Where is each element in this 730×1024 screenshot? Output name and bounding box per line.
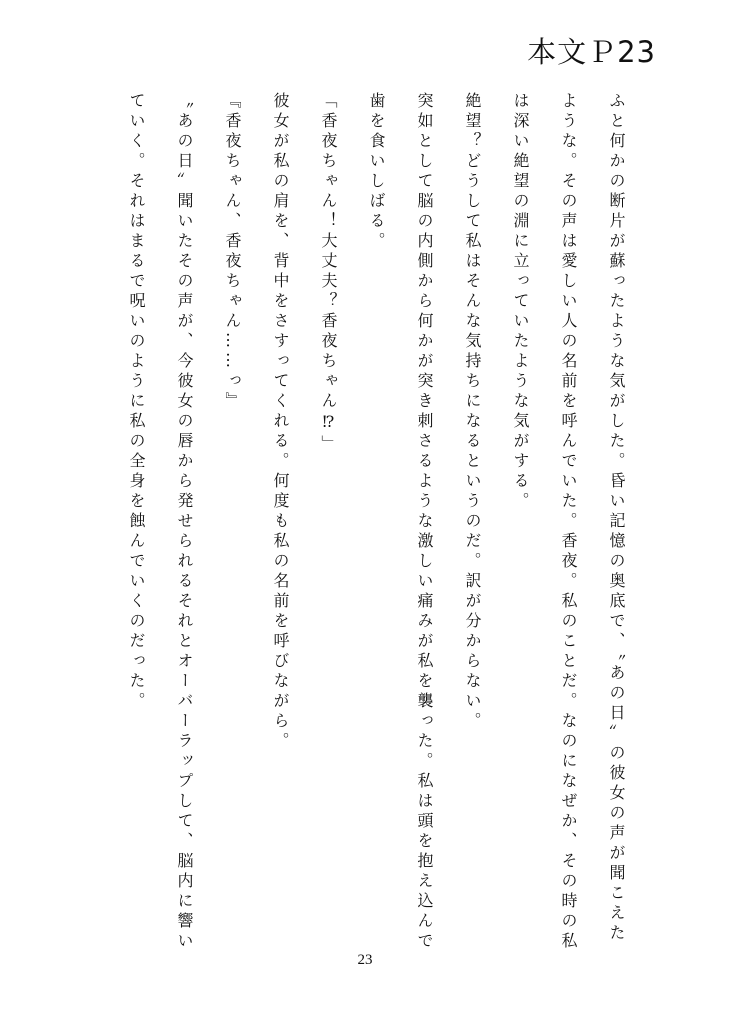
paragraph: 彼女が私の肩を、背中をさすってくれる。何度も私の名前を呼びながら。 — [271, 92, 290, 752]
paragraph: 『香夜ちゃん、香夜ちゃん……っ』 — [223, 92, 242, 412]
page-title: 本文Ｐ23 — [527, 35, 656, 69]
page-number: 23 — [357, 952, 373, 968]
paragraph: ふと何かの断片が蘇ったような気がした。昏い記憶の奥底で、〝あの日〟の彼女の声が聞こえたような。その声は愛しい人の名前を呼んでいた。香夜。私のことだ。なのになぜか、その時の私は深い絶望の淵に立っていたような気がする。 — [511, 92, 626, 952]
paragraph: 絶望？どうして私はそんな気持ちになるというのだ。訳が分からない。 — [463, 92, 482, 732]
paragraph: 「香夜ちゃん！大丈夫？香夜ちゃん⁉」 — [319, 92, 338, 455]
paragraph: 突如として脳の内側から何かが突き刺さるような激しい痛みが私を襲った。私は頭を抱え込んで歯を食いしばる。 — [367, 92, 434, 952]
paragraph: 〝あの日〟聞いたその声が、今彼女の唇から発せられるそれとオーバーラップして、脳内に響いていく。それはまるで呪いのように私の全身を蝕んでいくのだった。 — [127, 92, 194, 952]
novel-body-text — [112, 92, 640, 952]
